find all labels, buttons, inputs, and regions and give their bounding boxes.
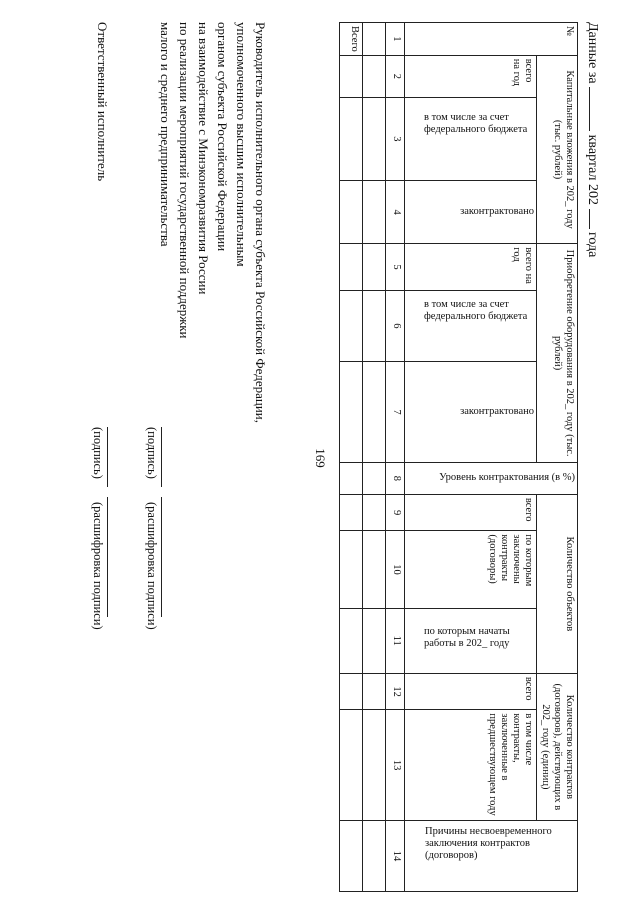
table-cell bbox=[362, 244, 385, 290]
period-caption bbox=[584, 22, 600, 257]
contracts-header: Количество контрактов (договоров), действующих в 202_ году (единиц) bbox=[536, 673, 577, 820]
table-cell bbox=[362, 362, 385, 463]
table-cell bbox=[362, 462, 385, 494]
table-cell bbox=[339, 362, 362, 463]
equipment-federal-header: в том числе за счет федерального бюджета bbox=[404, 290, 536, 362]
table-cell bbox=[339, 462, 362, 494]
signature-line bbox=[107, 427, 108, 487]
decode-label: (расшифровка подписи) bbox=[91, 502, 105, 630]
table-cell bbox=[362, 608, 385, 673]
header-row-2 bbox=[404, 23, 536, 892]
head-title-line: органом субъекта Российской Федерации bbox=[215, 22, 230, 252]
contracts-previous-header: в том числе контракты, заключенные в предшествующем году bbox=[404, 710, 536, 820]
caption-middle: квартал 202 bbox=[585, 134, 600, 205]
head-title-line: по реализации мероприятий государственной поддержки bbox=[177, 22, 192, 339]
column-number: 14 bbox=[385, 820, 404, 891]
table-cell bbox=[362, 710, 385, 820]
objects-header: Количество объектов bbox=[536, 494, 577, 673]
contract-level-header: Уровень контрактования (в %) bbox=[404, 462, 577, 494]
capital-federal-header: в том числе за счет федерального бюджета bbox=[404, 98, 536, 181]
page-number: 169 bbox=[313, 448, 328, 468]
table-cell bbox=[362, 673, 385, 710]
table-cell bbox=[339, 710, 362, 820]
table-cell bbox=[362, 290, 385, 362]
responsible-label: Ответственный исполнитель bbox=[95, 22, 110, 182]
column-number: 1 bbox=[385, 23, 404, 56]
table-cell bbox=[339, 55, 362, 97]
column-number: 3 bbox=[385, 98, 404, 181]
equipment-header: Приобретение оборудования в 202_ году (тыс. рублей) bbox=[536, 244, 577, 463]
table-cell bbox=[339, 608, 362, 673]
column-number: 2 bbox=[385, 55, 404, 97]
equipment-year-header: всего на год bbox=[404, 244, 536, 290]
table-cell bbox=[362, 820, 385, 891]
table-cell bbox=[339, 180, 362, 244]
table-cell bbox=[362, 180, 385, 244]
caption-blank-1 bbox=[589, 87, 590, 131]
col-number-header: № bbox=[404, 23, 577, 56]
capital-contracted-header: законтрактовано bbox=[404, 180, 536, 244]
column-number: 4 bbox=[385, 180, 404, 244]
column-number: 13 bbox=[385, 710, 404, 820]
column-numbers-row bbox=[385, 23, 404, 892]
table-cell bbox=[339, 290, 362, 362]
column-number: 9 bbox=[385, 494, 404, 531]
column-number: 5 bbox=[385, 244, 404, 290]
reasons-header: Причины несвоевременного заключения контрактов (договоров) bbox=[404, 820, 577, 891]
head-title bbox=[156, 22, 270, 423]
table-cell bbox=[362, 98, 385, 181]
signature-line bbox=[161, 427, 162, 487]
decode-label: (расшифровка подписи) bbox=[145, 502, 159, 630]
table-cell bbox=[339, 673, 362, 710]
total-row bbox=[339, 23, 362, 892]
column-number: 6 bbox=[385, 290, 404, 362]
table-cell bbox=[339, 494, 362, 531]
signature-label: (подпись) bbox=[145, 427, 159, 479]
head-title-line: уполномоченного высшим исполнительным bbox=[234, 22, 249, 267]
signature-block bbox=[50, 22, 270, 892]
contracts-total-header: всего bbox=[404, 673, 536, 710]
caption-prefix: Данные за bbox=[585, 22, 600, 84]
capital-header: Капитальные вложения в 202_ году (тыс. рублей) bbox=[536, 55, 577, 244]
rotated-sheet bbox=[40, 22, 600, 892]
objects-total-header: всего bbox=[404, 494, 536, 531]
table-cell bbox=[339, 820, 362, 891]
decode-line bbox=[161, 497, 162, 617]
caption-suffix: года bbox=[585, 232, 600, 258]
column-number: 11 bbox=[385, 608, 404, 673]
objects-started-header: по которым начаты работы в 202_ году bbox=[404, 608, 536, 673]
column-number: 7 bbox=[385, 362, 404, 463]
decode-line bbox=[107, 497, 108, 617]
capital-year-header: всего на год bbox=[404, 55, 536, 97]
table-cell bbox=[362, 23, 385, 56]
head-title-line: малого и среднего предпринимательства bbox=[158, 22, 173, 247]
head-title-line: Руководитель исполнительного органа субъекта Российской Федерации, bbox=[253, 22, 268, 424]
equipment-contracted-header: законтрактовано bbox=[404, 362, 536, 463]
header-row-1 bbox=[536, 23, 577, 892]
total-label: Всего bbox=[339, 23, 362, 56]
table-cell bbox=[362, 531, 385, 608]
table-cell bbox=[339, 98, 362, 181]
table-cell bbox=[362, 494, 385, 531]
column-number: 12 bbox=[385, 673, 404, 710]
table-cell bbox=[339, 531, 362, 608]
signature-label: (подпись) bbox=[91, 427, 105, 479]
table-cell bbox=[362, 55, 385, 97]
report-table bbox=[339, 22, 578, 892]
objects-contracts-header: по которым заключены контракты (договоры) bbox=[404, 531, 536, 608]
table-cell bbox=[339, 244, 362, 290]
column-number: 8 bbox=[385, 462, 404, 494]
table-row bbox=[362, 23, 385, 892]
caption-blank-2 bbox=[589, 209, 590, 229]
column-number: 10 bbox=[385, 531, 404, 608]
head-title-line: на взаимодействие с Минэкономразвития России bbox=[196, 22, 211, 295]
